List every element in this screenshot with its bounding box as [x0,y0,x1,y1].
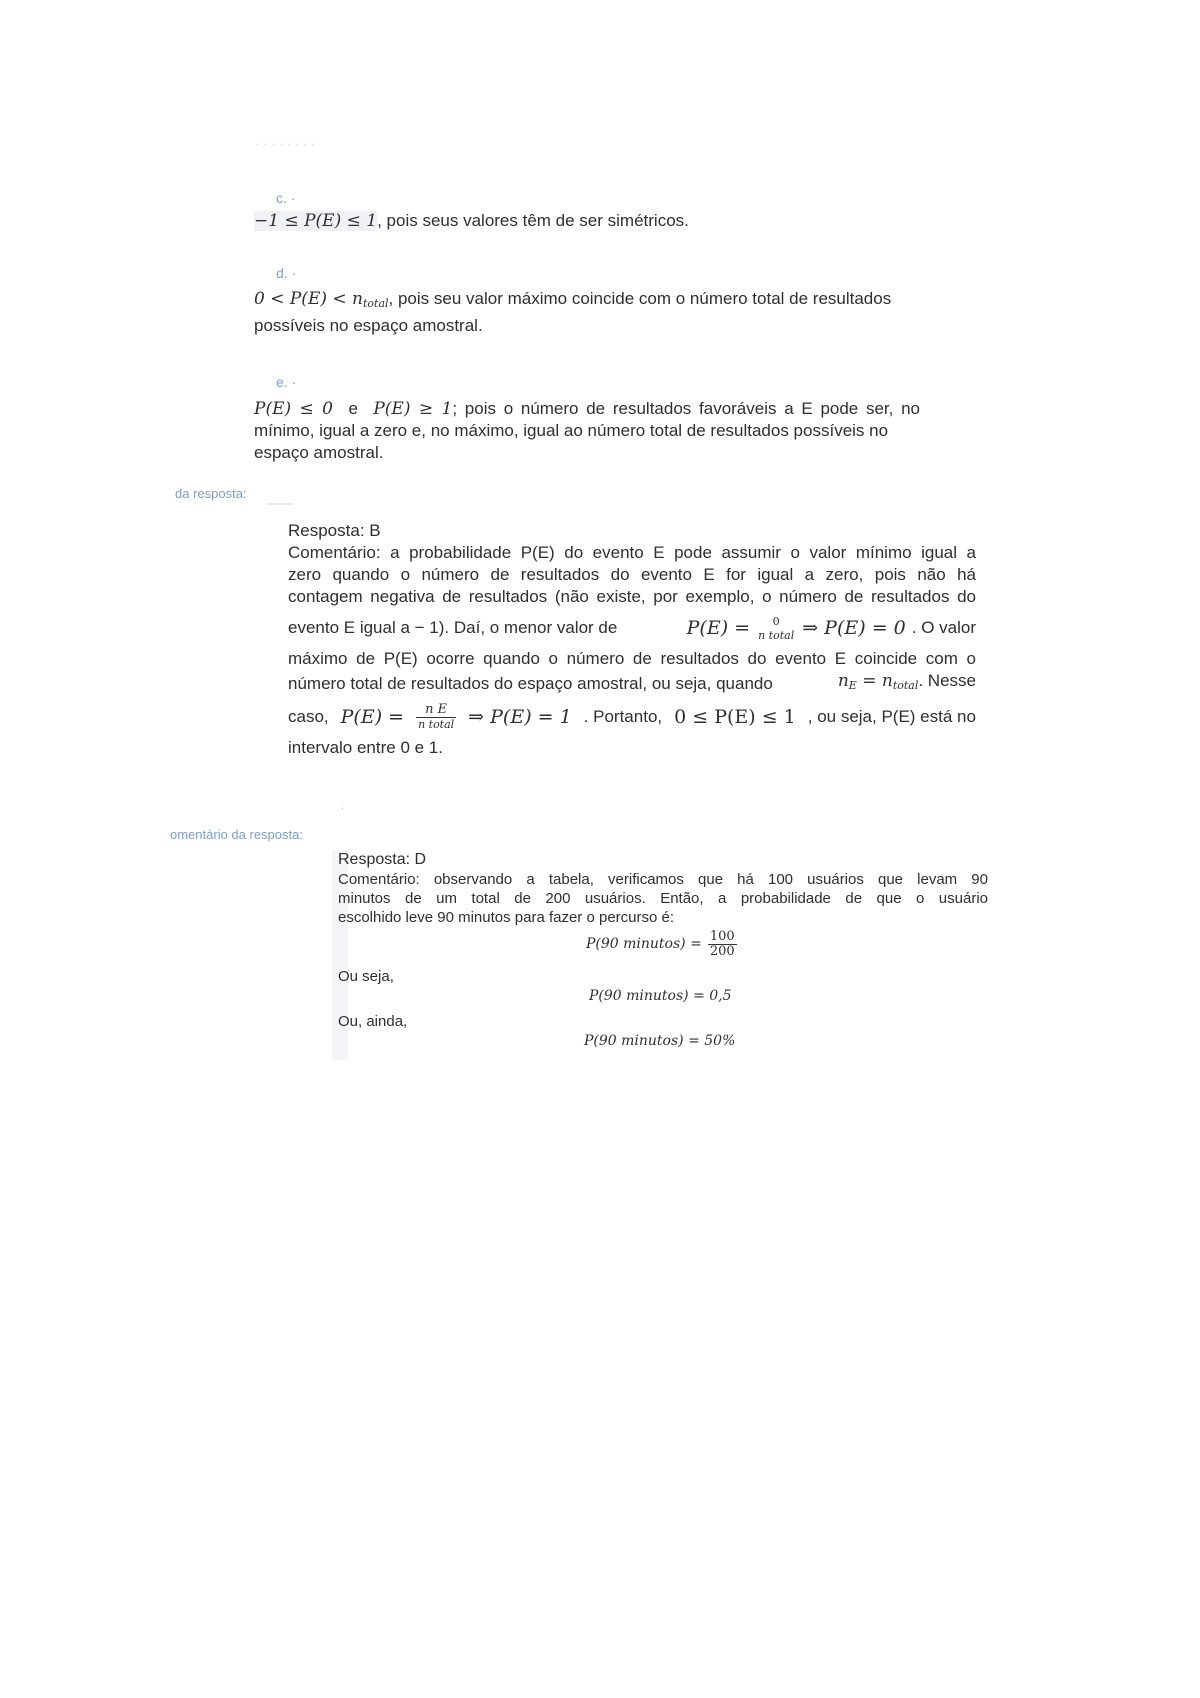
feedback1-line7-math2: 0 ≤ P(E) ≤ 1 [674,706,796,728]
feedback1-line7-frac-num: n E [425,702,448,717]
feedback1-line4-rhs: ⇒ P(E) = 0 [802,617,906,639]
feedback2-or1: Ou seja, [338,968,394,985]
option-d-math: 0 < P(E) < n [254,289,363,309]
feedback1-line4-b: . O valor [911,618,976,637]
feedback2-line3: escolhido leve 90 minutos para fazer o percurso é: [338,909,675,926]
feedback1-line7-b: . Portanto, [583,707,663,726]
feedback1-line6-sub2: total [892,679,919,692]
feedback2-eq1-num: 100 [709,929,735,944]
feedback1-answer: Resposta: B [288,521,381,540]
feedback2-line2: minutos de um total de 200 usuários. Então, a probabilidade de que o usuário [338,890,988,907]
feedback1-line4-frac-den: n total [758,628,795,642]
feedback2-eq1-lhs: P(90 minutos) = [586,935,702,952]
option-e-conj: e [348,399,358,418]
option-d-letter: d. · [276,265,297,281]
feedback2-eq3: P(90 minutos) = 50% [584,1033,736,1049]
option-d-text-line1: , pois seu valor máximo coincide com o número total de resultados [388,289,892,308]
option-e-math2: P(E) ≥ 1 [373,399,453,419]
feedback1-line4-frac-num: 0 [772,614,780,628]
feedback2-eq2: P(90 minutos) = 0,5 [589,988,732,1004]
feedback2-answer: Resposta: D [338,851,427,868]
feedback1-line6-sub1: E [848,679,857,692]
feedback2-label: omentário da resposta: [170,827,303,842]
top-faint-line: · · · · · · · · [255,136,315,151]
option-e-text-line1: ; pois o número de resultados favoráveis a E pode ser, no [452,399,921,418]
option-c-math: −1 ≤ P(E) ≤ 1 [254,211,378,231]
feedback1-line7-c: , ou seja, P(E) está no [807,707,976,726]
feedback2-line1: Comentário: observando a tabela, verificamos que há 100 usuários que levam 90 [338,871,988,888]
feedback1-line1: Comentário: a probabilidade P(E) do evento E pode assumir o valor mínimo igual a [288,543,976,562]
option-c[interactable] [254,210,934,232]
option-c-letter: c. · [276,190,296,206]
feedback1-line6-b: . Nesse [918,671,976,690]
feedback1-body [288,520,976,759]
feedback1-line4-frac [756,614,796,643]
option-e-letter: e. · [276,374,297,390]
option-e-math1: P(E) ≤ 0 [254,399,333,419]
feedback2-marker: · [340,800,345,815]
feedback1-line3: contagem negativa de resultados (não existe, por exemplo, o número de resultados do [288,587,976,606]
feedback2-eq1-den: 200 [709,944,735,959]
feedback1-line7-lhs: P(E) = [340,706,405,728]
option-e-text-line2: mínimo, igual a zero e, no máximo, igual ao número total de resultados possíveis no [254,421,889,440]
option-e[interactable] [254,398,920,464]
feedback1-separator [266,503,294,505]
feedback1-line7-frac-den: n total [418,718,455,731]
feedback1-line5: máximo de P(E) ocorre quando o número de resultados do evento E coincide com o [288,649,976,668]
feedback1-line6-math: n [837,671,849,691]
feedback1-line8: intervalo entre 0 e 1. [288,738,443,757]
feedback1-line7-a: caso, [288,707,329,726]
option-c-text: , pois seus valores têm de ser simétricos. [377,211,689,230]
option-d-text-line2: possíveis no espaço amostral. [254,316,483,335]
feedback2-or2: Ou, ainda, [338,1013,408,1030]
feedback1-line4-a: evento E igual a − 1). Daí, o menor valor de [288,618,618,637]
option-d-math-sub: total [362,297,389,310]
option-d[interactable] [254,288,934,337]
feedback1-line4-lhs: P(E) = [686,617,751,639]
feedback1-label: da resposta: [175,486,247,501]
feedback2-body [338,850,988,1051]
feedback1-line7-frac [416,702,456,732]
feedback1-line6-a: número total de resultados do espaço amostral, ou seja, quando [288,673,773,693]
feedback1-line2: zero quando o número de resultados do evento E for igual a zero, pois não há [288,565,976,584]
feedback1-line6-eq: = n [856,671,893,691]
feedback1-line7-rhs: ⇒ P(E) = 1 [468,706,572,728]
option-e-text-line3: espaço amostral. [254,443,384,462]
feedback2-eq1-frac [708,929,737,959]
